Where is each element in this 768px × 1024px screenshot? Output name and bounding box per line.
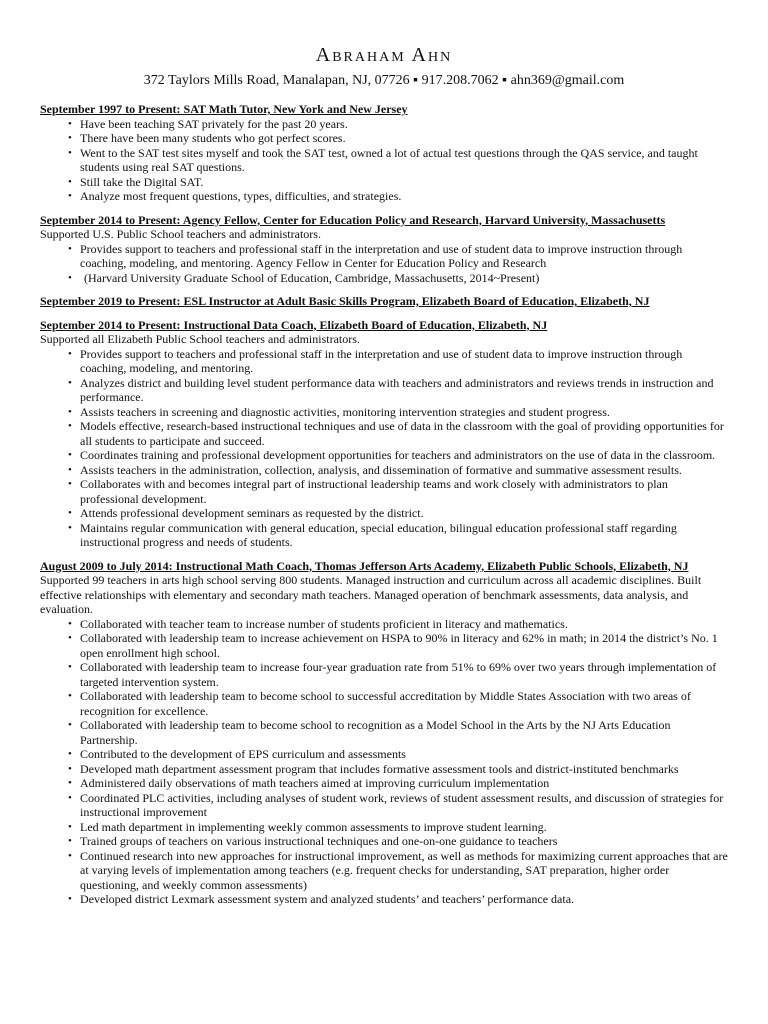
list-item: • Collaborated with leadership team to become school to recognition as a Model School in the Arts by the NJ Arts Education Partnership.	[70, 718, 728, 747]
bullet-list	[40, 617, 728, 907]
list-item: • Collaborates with and becomes integral part of instructional leadership teams and work closely with administrators to plan professional development.	[70, 477, 728, 506]
experience-section	[40, 559, 728, 907]
list-item: • Models effective, research-based instructional techniques and use of data in the classroom with the goal of providing opportunities for all students to participate and succeed.	[70, 419, 728, 448]
resume-name: Abraham Ahn	[315, 44, 453, 66]
section-heading: August 2009 to July 2014: Instructional Math Coach, Thomas Jefferson Arts Academy, Elizabeth Public Schools, Elizabeth, NJ	[40, 558, 689, 573]
list-item: • Went to the SAT test sites myself and took the SAT test, owned a lot of actual test questions through the QAS service, and taught students using real SAT questions.	[70, 146, 728, 175]
section-summary: Supported U.S. Public School teachers and administrators.	[40, 227, 321, 241]
section-summary: Supported all Elizabeth Public School teachers and administrators.	[40, 332, 360, 346]
list-item: • Coordinates training and professional development opportunities for teachers and administrators on the use of data in the classroom.	[70, 448, 728, 463]
list-item: • Administered daily observations of math teachers aimed at improving curriculum implementation	[70, 776, 728, 791]
list-item: • Still take the Digital SAT.	[70, 175, 728, 190]
list-item: • Collaborated with leadership team to become school to successful accreditation by Middle States Association with two areas of recognition for excellence.	[70, 689, 728, 718]
list-item: • There have been many students who got perfect scores.	[70, 131, 728, 146]
list-item: • Collaborated with leadership team to increase achievement on HSPA to 90% in literacy and 62% in math; in 2014 the district’s No. 1 open enrollment high school.	[70, 631, 728, 660]
list-item: • Developed district Lexmark assessment system and analyzed students’ and teachers’ performance data.	[70, 892, 728, 907]
list-item: • Assists teachers in screening and diagnostic activities, monitoring intervention strategies and student progress.	[70, 405, 728, 420]
list-item: • Provides support to teachers and professional staff in the interpretation and use of student data to improve instruction through coaching, modeling, and mentoring.	[70, 347, 728, 376]
list-item: • Collaborated with teacher team to increase number of students proficient in literacy and mathematics.	[70, 617, 728, 632]
list-item: • Collaborated with leadership team to increase four-year graduation rate from 51% to 69% over two years through implementation of targeted intervention system.	[70, 660, 728, 689]
section-heading: September 1997 to Present: SAT Math Tutor, New York and New Jersey	[40, 102, 408, 116]
section-heading: September 2014 to Present: Instructional Data Coach, Elizabeth Board of Education, Elizabeth, NJ	[40, 317, 548, 332]
list-item: • Contributed to the development of EPS curriculum and assessments	[70, 747, 728, 762]
bullet-list	[40, 117, 728, 204]
list-item: • Developed math department assessment program that includes formative assessment tools and district-instituted benchmarks	[70, 762, 728, 777]
section-heading: September 2014 to Present: Agency Fellow, Center for Education Policy and Research, Harvard University, Massachusetts	[40, 212, 666, 227]
list-item: • Continued research into new approaches for instructional improvement, as well as methods for maximizing current approaches that are at varying levels of implementation among teachers (e.g. frequent checks for understanding, SAT preparation, higher order questioning, and weekly common assessments)	[70, 849, 728, 893]
section-summary: Supported 99 teachers in arts high school serving 800 students. Managed instruction and curriculum across all academic disciplines. Built effective relationships with elementary and secondary math teachers. Managed operation of benchmark assessments, data analysis, and evaluation.	[40, 573, 702, 616]
list-item: • Analyzes district and building level student performance data with teachers and administrators and reviews trends in instruction and performance.	[70, 376, 728, 405]
list-item: • Trained groups of teachers on various instructional techniques and one-on-one guidance to teachers	[70, 834, 728, 849]
experience-section	[40, 213, 728, 286]
list-item: • Maintains regular communication with general education, special education, bilingual education professional staff regarding instructional progress and needs of students.	[70, 521, 728, 550]
list-item: • Coordinated PLC activities, including analyses of student work, reviews of student assessment results, and discussion of strategies for instructional improvement	[70, 791, 728, 820]
list-item: • Analyze most frequent questions, types, difficulties, and strategies.	[70, 189, 728, 204]
list-item: • Have been teaching SAT privately for the past 20 years.	[70, 117, 728, 132]
experience-section	[40, 102, 728, 204]
list-item: • Led math department in implementing weekly common assessments to improve student learning.	[70, 820, 728, 835]
list-item: • Assists teachers in the administration, collection, analysis, and dissemination of formative and summative assessment results.	[70, 463, 728, 478]
contact-line: 372 Taylors Mills Road, Manalapan, NJ, 07726 ▪ 917.208.7062 ▪ ahn369@gmail.com	[143, 73, 625, 88]
bullet-list	[40, 242, 728, 286]
list-item: • (Harvard University Graduate School of Education, Cambridge, Massachusetts, 2014~Present)	[70, 271, 728, 286]
experience-section	[40, 294, 728, 309]
experience-section	[40, 318, 728, 550]
list-item: • Attends professional development seminars as requested by the district.	[70, 506, 728, 521]
bullet-list	[40, 347, 728, 550]
section-heading: September 2019 to Present: ESL Instructor at Adult Basic Skills Program, Elizabeth Board of Education, Elizabeth, NJ	[40, 294, 650, 308]
list-item: • Provides support to teachers and professional staff in the interpretation and use of student data to improve instruction through coaching, modeling, and mentoring. Agency Fellow in Center for Education Policy and Research	[70, 242, 728, 271]
